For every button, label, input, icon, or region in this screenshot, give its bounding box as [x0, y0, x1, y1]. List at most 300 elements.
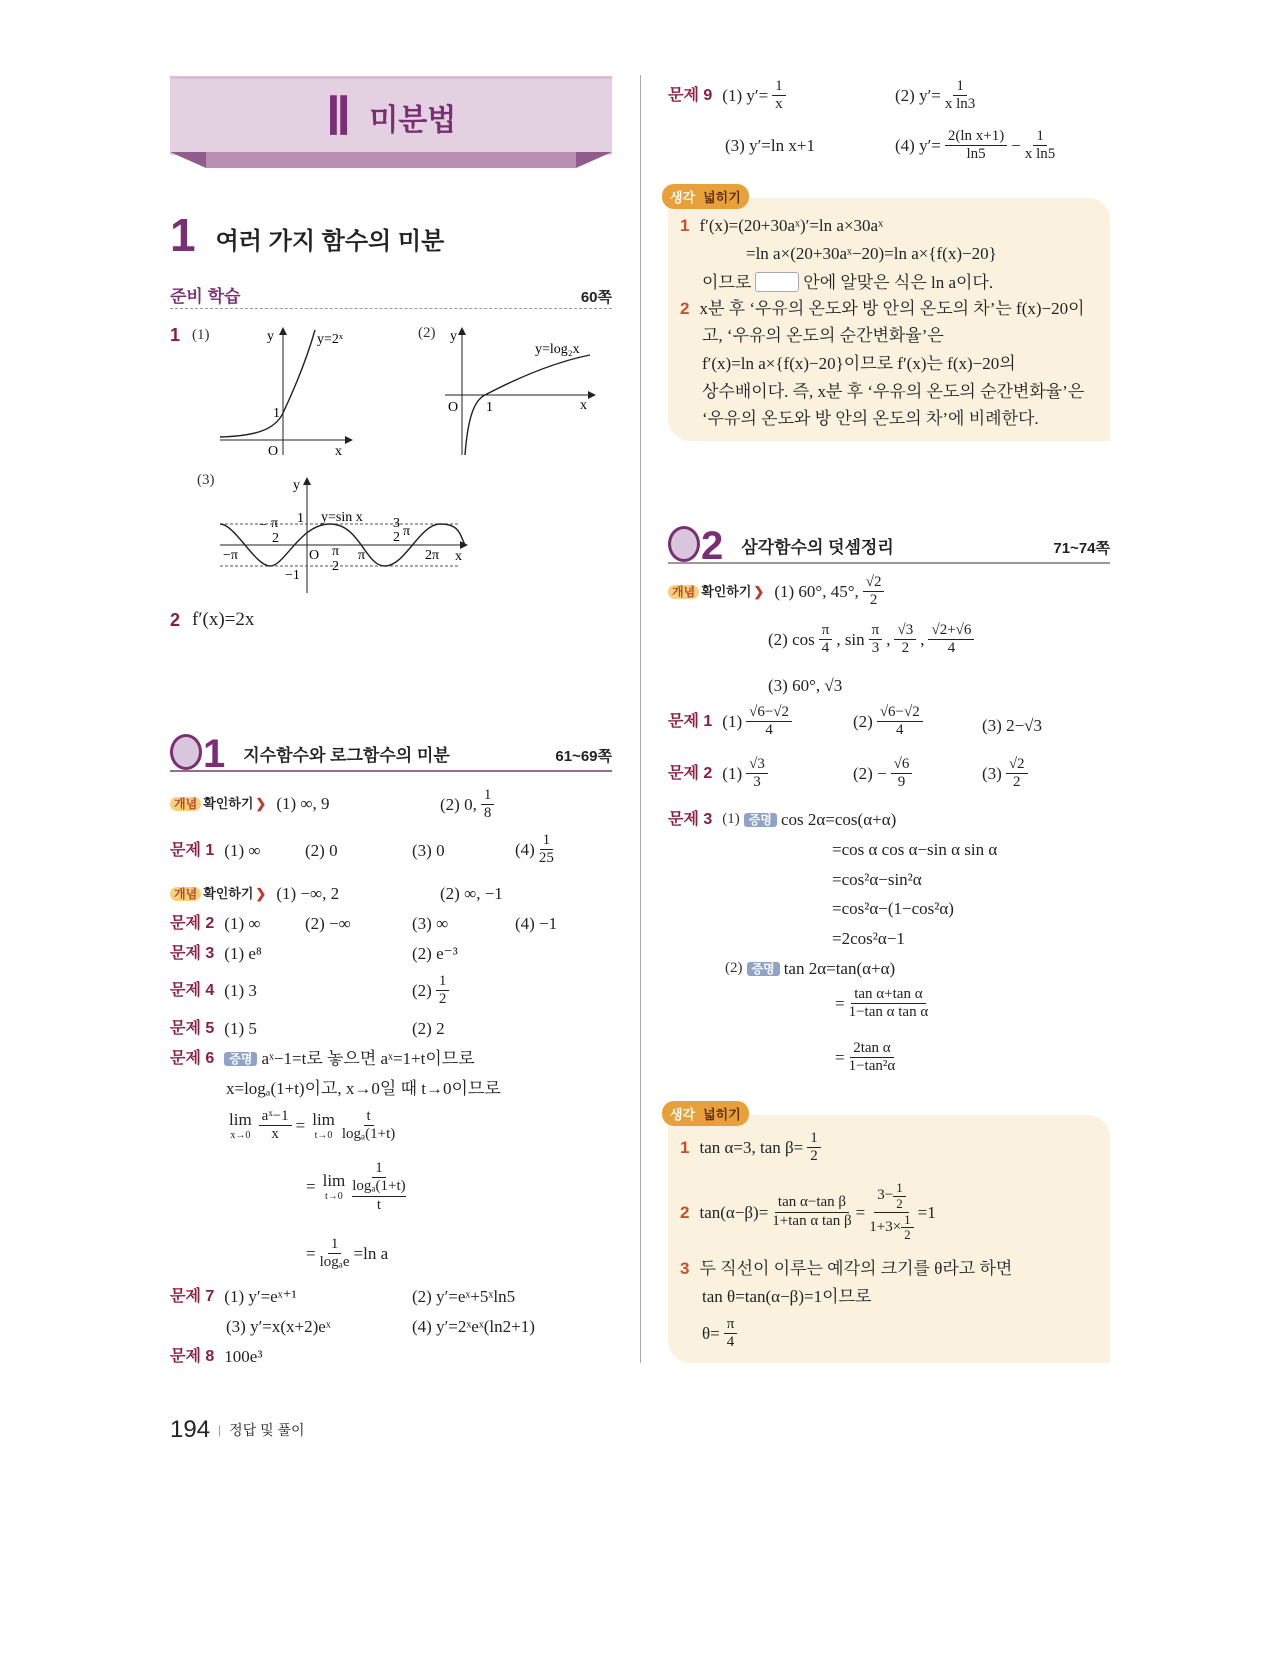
problem-number: 8	[205, 1347, 215, 1365]
proof-line	[835, 986, 928, 1022]
chapter-title: 미분법	[369, 104, 457, 137]
answer-text: (2) y′=	[895, 86, 941, 106]
numerator: π	[819, 622, 833, 640]
answer: f′(x)=2x	[192, 609, 255, 630]
numerator: √2	[1006, 756, 1028, 774]
answer: (1) 60°, 45°,	[774, 582, 859, 602]
section-title: 여러 가지 함수의 미분	[215, 228, 445, 255]
answer	[305, 842, 338, 859]
problem-4	[170, 982, 257, 999]
problem-number: 1	[205, 841, 215, 859]
answer-text: (3) 2−√3	[982, 716, 1042, 735]
fraction	[436, 973, 450, 1009]
answer: (1) ∞	[224, 914, 261, 933]
lim-text: lim	[322, 1171, 346, 1191]
fraction	[807, 1130, 821, 1166]
line-text: tan θ=tan(α−β)=1이므로	[702, 1287, 872, 1306]
line-text: 두 직선이 이루는 예각의 크기를 θ라고 하면	[699, 1259, 1013, 1278]
answer-text: (1) y′=	[722, 86, 769, 106]
line-text: tan(α−β)=	[699, 1202, 769, 1222]
prep-page: 60쪽	[580, 289, 612, 306]
problem-word: 문제	[170, 914, 201, 932]
label-three-half-den: 2	[393, 530, 400, 545]
answer-text: (2) −	[853, 764, 887, 784]
fraction	[724, 1316, 738, 1352]
proof-line	[832, 900, 954, 917]
proof-text: x=logₐ(1+t)이고, x→0일 때 t→0이므로	[226, 1079, 501, 1098]
numerator: 1	[893, 1181, 906, 1197]
proof-line	[832, 871, 922, 888]
think1-line	[702, 272, 993, 292]
part-label: (1)	[192, 326, 210, 343]
origin: O	[268, 444, 279, 459]
label-three-half-pi: π	[403, 524, 411, 539]
concept-answer	[768, 677, 842, 694]
problem-word: 문제	[170, 1287, 201, 1305]
proof-line	[835, 1040, 895, 1076]
denominator: 2	[438, 991, 447, 1008]
prep-q1-3	[197, 473, 215, 488]
problem-label	[170, 1051, 214, 1067]
section-number: 1	[170, 209, 196, 261]
denominator: x ln3	[944, 96, 976, 113]
label-pi-num: π	[271, 516, 279, 531]
arrow-icon: ❯	[255, 886, 267, 901]
think2-line	[702, 1288, 871, 1305]
fraction	[819, 622, 833, 658]
answer	[412, 945, 458, 962]
equals: =	[306, 1177, 316, 1197]
problem-word: 문제	[668, 810, 699, 828]
item-number: 1	[680, 216, 690, 235]
prep-q1	[170, 326, 210, 344]
problem-number: 6	[205, 1049, 215, 1067]
numerator: 1	[901, 1213, 914, 1229]
result: =ln a	[353, 1244, 389, 1264]
think1-line	[702, 327, 944, 344]
think2-line	[680, 1178, 936, 1246]
line-text: f′(x)=ln a×{f(x)−20}이므로 f′(x)는 f(x)−20의	[702, 354, 1016, 373]
fraction	[352, 1160, 405, 1214]
numerator	[874, 1181, 908, 1213]
graph-exp	[215, 325, 355, 460]
answer-text: (2) ∞, −1	[440, 884, 503, 903]
footer-text: 정답 및 풀이	[229, 1422, 305, 1438]
chapter-banner	[170, 76, 612, 155]
limit-line-2	[306, 1160, 406, 1214]
item-number: 3	[680, 1259, 690, 1278]
numerator: 1	[372, 1160, 386, 1178]
numerator: 1	[953, 78, 967, 96]
think2-line	[702, 1316, 737, 1352]
problem-2	[170, 915, 260, 932]
lim-sub: t→0	[314, 1129, 333, 1141]
numerator: 1	[481, 787, 495, 805]
denominator: 4	[896, 722, 904, 739]
denominator: 1−tan²α	[848, 1058, 896, 1075]
proof-badge: 증명	[224, 1052, 257, 1066]
prep-q1-2	[418, 326, 436, 341]
answer-text: (3) 60°, √3	[768, 676, 843, 695]
label-neg-half-pi: −	[259, 518, 267, 533]
problem-2-2	[668, 756, 768, 792]
problem-2-1	[668, 704, 792, 740]
numerator: π	[724, 1316, 738, 1334]
concept-check-1	[170, 795, 330, 812]
arrow-icon: ❯	[255, 796, 267, 811]
denominator	[869, 1213, 913, 1244]
tab-word-2: 넓히기	[703, 190, 741, 205]
section-01-header	[170, 732, 612, 776]
fraction	[849, 1040, 896, 1076]
tab-word-2: 넓히기	[703, 1107, 741, 1122]
fraction	[863, 574, 885, 610]
denominator: 2	[896, 1195, 903, 1211]
fraction	[893, 1181, 906, 1212]
item-number: 2	[680, 299, 690, 318]
part-label: (2)	[418, 325, 436, 341]
label-1: 1	[297, 511, 304, 526]
problem-word: 문제	[170, 1049, 201, 1067]
answer	[853, 704, 923, 740]
problem-5	[170, 1020, 257, 1037]
numerator: 1	[328, 1236, 342, 1254]
denominator: x	[271, 1126, 279, 1143]
tab-word-1: 생각	[670, 1107, 696, 1122]
problem-number: 1	[703, 712, 713, 730]
line-text: 이므로	[702, 272, 752, 292]
concept-check-label	[170, 887, 266, 901]
line-text: 고, ‘우유의 온도의 순간변화율’은	[702, 326, 944, 345]
answer-text: (2)	[412, 981, 432, 1001]
label-half-pi-num: π	[332, 544, 340, 559]
problem-label	[170, 1289, 214, 1305]
label-pi: π	[358, 548, 366, 563]
problem-2-3	[668, 811, 896, 828]
numerator: 2tan α	[850, 1040, 893, 1058]
banner-ribbon	[170, 152, 612, 170]
label-neg-pi: −π	[223, 548, 238, 563]
line-text: 안에 알맞은 식은 ln a이다.	[803, 272, 994, 292]
proof-text: =2cos²α−1	[832, 929, 905, 948]
denominator: 2	[904, 1227, 911, 1243]
numerator: 1	[540, 832, 554, 850]
numerator: 1	[436, 973, 450, 991]
column-divider	[640, 75, 641, 1363]
origin: O	[309, 548, 320, 563]
problem-number: 3	[703, 810, 713, 828]
answer	[440, 885, 503, 902]
inner-numerator: logₐ(1+t)	[352, 1178, 405, 1196]
answer	[982, 756, 1028, 792]
answer-text: (3) y′=x(x+2)eˣ	[226, 1317, 331, 1336]
problem-word: 문제	[170, 1019, 201, 1037]
answer	[515, 915, 557, 932]
numerator: √3	[894, 622, 916, 640]
think-tab	[662, 1101, 749, 1126]
proof-line	[725, 960, 895, 977]
section-circle-icon	[170, 734, 202, 770]
answer-text: (4) y′=	[895, 136, 941, 156]
answer-text: (4)	[515, 840, 535, 860]
concept-check-label	[170, 797, 266, 811]
answer: (1) 3	[224, 981, 257, 1000]
fraction	[342, 1108, 395, 1144]
denominator: x	[775, 96, 783, 113]
proof-text: =cos α cos α−sin α sin α	[832, 840, 998, 859]
comma: ,	[920, 630, 925, 650]
tab-word-1: 생각	[670, 190, 696, 205]
problem-number: 9	[703, 86, 713, 104]
denominator: 3	[871, 640, 880, 657]
problem-number: 7	[205, 1287, 215, 1305]
answer-text: (3) y′=ln x+1	[725, 136, 815, 155]
curve-label: y=2ˣ	[317, 332, 343, 347]
proof-text: tan 2α=tan(α+α)	[783, 959, 896, 978]
problem-8	[170, 1348, 262, 1365]
label-1: 1	[273, 406, 280, 421]
axis-x: x	[335, 444, 342, 459]
proof-line: aˣ−1=t로 놓으면 aˣ=1+t이므로	[261, 1049, 475, 1068]
fraction	[746, 704, 792, 740]
q-number: 1	[170, 325, 181, 345]
fraction	[772, 78, 786, 114]
think2-line	[680, 1130, 821, 1166]
fraction	[481, 787, 495, 823]
fraction	[901, 1213, 914, 1244]
problem-word: 문제	[170, 981, 201, 999]
answer-text: (1)	[722, 764, 743, 784]
line-text: tan α=3, tan β=	[699, 1138, 804, 1158]
problem-7	[170, 1288, 297, 1305]
think1-line	[680, 217, 883, 234]
graph-log	[440, 325, 600, 460]
problem-word: 문제	[170, 841, 201, 859]
fraction	[1006, 756, 1028, 792]
problem-label	[170, 983, 214, 999]
problem-number: 5	[205, 1019, 215, 1037]
proof-badge: 증명	[747, 962, 780, 976]
part-label: (2)	[725, 960, 743, 976]
answer: (1) y′=eˣ⁺¹	[224, 1287, 297, 1306]
page-number: 194	[170, 1416, 211, 1443]
denominator: 3	[753, 774, 761, 791]
label-2-den: 2	[272, 531, 279, 546]
answer	[412, 842, 445, 859]
curve-label: y=log₂x	[535, 342, 580, 357]
denominator: 9	[897, 774, 906, 791]
concept-check-2	[170, 885, 339, 902]
concept-text: 확인하기	[701, 584, 752, 600]
problem-label	[170, 1021, 214, 1037]
problem-word: 문제	[668, 764, 699, 782]
section-01-number: 1	[203, 732, 226, 776]
answer	[895, 128, 1055, 164]
answer-text: (3) ∞	[412, 914, 449, 933]
fraction	[259, 1108, 292, 1144]
concept-tag: 개념	[668, 585, 699, 599]
label-half-pi-den: 2	[332, 559, 339, 574]
equals: =	[855, 1202, 866, 1222]
answer-text: (2) 2	[412, 1019, 445, 1038]
limit-line-3	[306, 1236, 388, 1272]
denominator: 4	[726, 1334, 735, 1351]
item-number: 1	[680, 1138, 690, 1158]
equals: =	[295, 1116, 306, 1136]
concept-answer	[768, 622, 974, 658]
problem-1	[170, 842, 260, 859]
section-02-header	[668, 524, 1110, 568]
answer	[412, 1288, 515, 1305]
problem-word: 문제	[668, 712, 699, 730]
minus: −	[1011, 136, 1021, 156]
answer: (1) 5	[224, 1019, 257, 1038]
numerator: tan α−tan β	[775, 1194, 849, 1212]
numerator: π	[869, 622, 883, 640]
answer	[412, 1020, 445, 1037]
think1-line	[702, 383, 1084, 400]
problem-label	[170, 1349, 214, 1365]
fraction	[891, 756, 913, 792]
blank-box	[755, 272, 799, 292]
numerator: 1	[1033, 128, 1047, 146]
numerator: 1	[807, 1130, 821, 1148]
answer-text: (2)	[853, 712, 873, 732]
answer: (1) e⁸	[224, 944, 262, 963]
denominator: 25	[538, 850, 554, 867]
think1-line	[702, 355, 1016, 372]
denominator	[352, 1178, 405, 1214]
denominator: x ln5	[1024, 146, 1056, 163]
concept-text: 확인하기	[203, 886, 254, 901]
equals: =	[306, 1244, 316, 1264]
section-circle-icon	[668, 526, 700, 562]
label-three-half-num: 3	[393, 516, 400, 531]
section-02-title: 삼각함수의 덧셈정리	[741, 538, 894, 557]
prep-header	[170, 282, 612, 309]
answer	[982, 717, 1042, 734]
problem-number: 2	[703, 764, 713, 782]
concept-tag: 개념	[170, 797, 201, 811]
denominator: 2	[869, 592, 878, 609]
numerator: √6	[891, 756, 913, 774]
curve-log	[465, 355, 590, 455]
proof-line	[832, 841, 997, 858]
chapter-numeral: Ⅱ	[325, 89, 352, 146]
proof-line: cos 2α=cos(α+α)	[780, 810, 897, 829]
proof-text: =cos²α−(1−cos²α)	[832, 899, 954, 918]
section-heading	[170, 209, 445, 261]
answer: (2) 0,	[440, 795, 477, 815]
line-text: 상수배이다. 즉, x분 후 ‘우유의 온도의 순간변화율’은	[702, 382, 1085, 401]
answer	[412, 973, 449, 1009]
problem-word: 문제	[668, 86, 699, 104]
answer-text: (2) 0	[305, 841, 338, 860]
arrow-icon: ❯	[753, 584, 765, 600]
axis-y: y	[267, 329, 274, 344]
answer-text: (1)	[722, 712, 743, 732]
answer: (1) ∞	[224, 841, 261, 860]
problem-3	[170, 945, 262, 962]
answer	[226, 1318, 331, 1335]
answer-text: (2) e⁻³	[412, 944, 458, 963]
problem-label	[170, 916, 214, 932]
answer: (1) ∞, 9	[276, 794, 330, 813]
denominator: 2	[1012, 774, 1021, 791]
curve-label: y=sin x	[321, 510, 363, 525]
comma: ,	[886, 630, 891, 650]
lim-text: lim	[312, 1110, 335, 1130]
numerator: t	[364, 1108, 374, 1126]
answer-text: (3) 0	[412, 841, 445, 860]
fraction	[746, 756, 768, 792]
answer: (1) −∞, 2	[276, 884, 340, 903]
problem-number: 2	[205, 914, 215, 932]
axis-y: y	[293, 478, 300, 493]
problem-9	[668, 78, 786, 114]
numerator: √3	[746, 756, 768, 774]
limit	[309, 1110, 338, 1141]
problem-label	[668, 812, 712, 828]
label-1: 1	[486, 400, 493, 415]
lim-sub: x→0	[230, 1129, 251, 1141]
numerator: √2+√6	[928, 622, 974, 640]
think1-line	[680, 300, 1085, 317]
text: 1+3×	[869, 1219, 902, 1236]
prep-label: 준비 학습	[170, 287, 241, 306]
item-number: 2	[680, 1202, 690, 1222]
label-neg-1: −1	[285, 568, 300, 583]
concept-check-3	[668, 574, 884, 610]
limit-line-1	[226, 1108, 395, 1144]
answer-text: (4) y′=2ˣeˣ(ln2+1)	[412, 1317, 535, 1336]
axis-x: x	[580, 398, 587, 413]
numerator: tan α+tan α	[851, 986, 925, 1004]
answer	[412, 915, 448, 932]
axis-y: y	[450, 329, 457, 344]
denominator: 1+tan α tan β	[772, 1212, 852, 1229]
part-label: (1)	[722, 811, 740, 827]
inner-denominator: t	[376, 1196, 382, 1213]
text: 3−	[877, 1187, 894, 1204]
proof-text: =cos²α−sin²α	[832, 870, 922, 889]
answer: 100e³	[224, 1347, 263, 1366]
problem-word: 문제	[170, 944, 201, 962]
denominator: 4	[821, 640, 830, 657]
numerator: 1	[772, 78, 786, 96]
equals: =	[835, 994, 845, 1014]
section-01-title: 지수함수와 로그함수의 미분	[243, 746, 450, 765]
answer	[895, 78, 975, 114]
lim-sub: t→0	[325, 1190, 343, 1202]
label-2pi: 2π	[425, 548, 440, 563]
curve-exp	[220, 330, 315, 437]
answer-text: , sin	[836, 630, 865, 650]
complex-fraction	[869, 1181, 913, 1244]
denominator: ln5	[966, 146, 986, 163]
line-text: x분 후 ‘우유의 온도와 방 안의 온도의 차’는 f(x)−20이	[699, 299, 1085, 318]
denominator: 2	[901, 640, 910, 657]
fraction	[945, 78, 975, 114]
fraction	[894, 622, 916, 658]
axis-x: x	[455, 549, 462, 564]
answer-text: (2) y′=eˣ+5ˣln5	[412, 1287, 516, 1306]
think2-line	[680, 1260, 1012, 1277]
fraction	[1025, 128, 1055, 164]
concept-check-label	[668, 585, 764, 599]
answer	[853, 756, 912, 792]
section-01-pages: 61~69쪽	[555, 748, 612, 765]
